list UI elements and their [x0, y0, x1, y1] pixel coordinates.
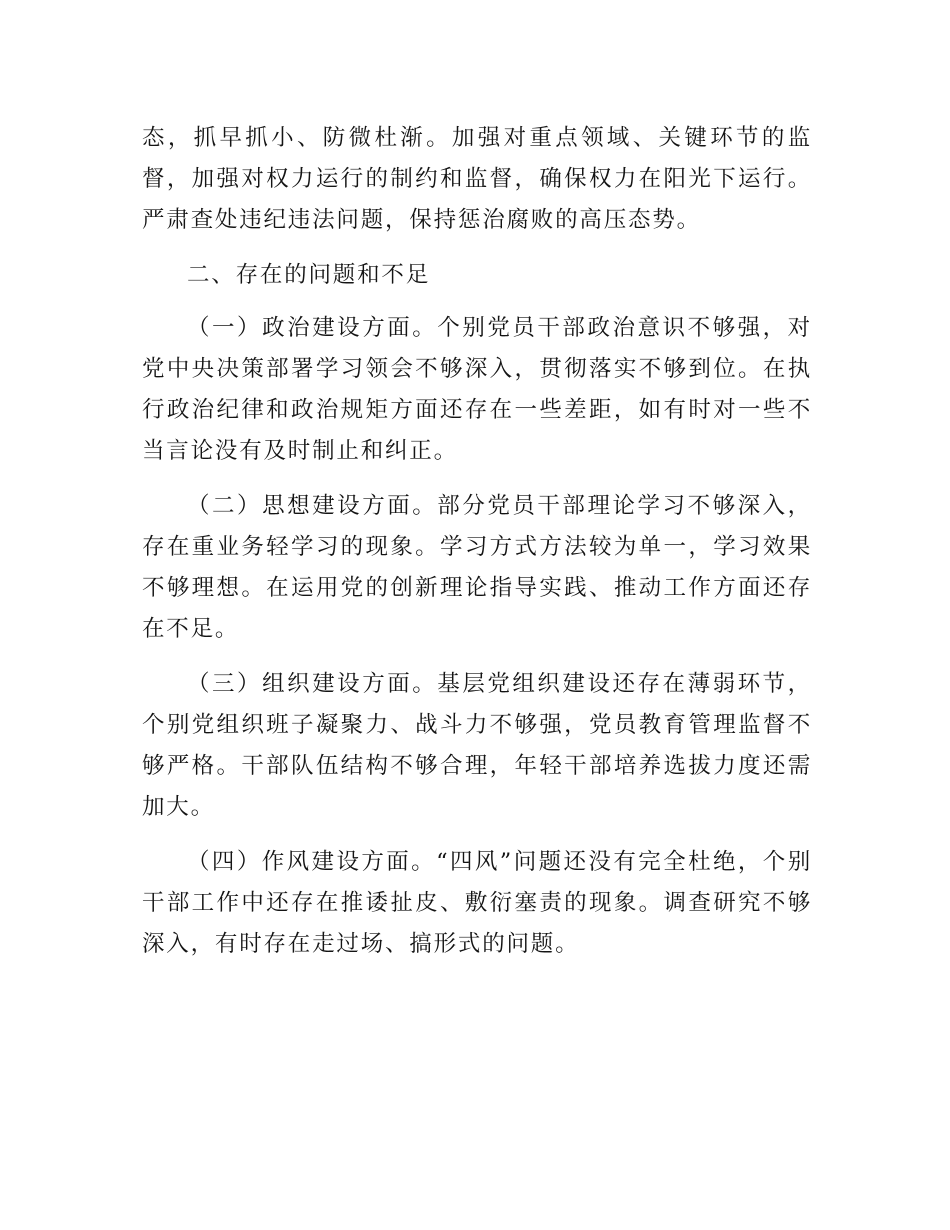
paragraph-continuation: 态，抓早抓小、防微杜渐。加强对重点领域、关键环节的监督，加强对权力运行的制约和监督，确保权力在阳光下运行。严肃查处违纪违法问题，保持惩治腐败的高压态势。 [142, 125, 812, 233]
paragraph-work-style-construction: （四）作风建设方面。“四风”问题还没有完全杜绝，个别干部工作中还存在推诿扯皮、敷衍塞责的现象。调查研究不够深入，有时存在走过场、搞形式的问题。 [142, 849, 812, 957]
document-body [142, 118, 812, 979]
paragraph-organizational-construction: （三）组织建设方面。基层党组织建设还存在薄弱环节，个别党组织班子凝聚力、战斗力不够强，党员教育管理监督不够严格。干部队伍结构不够合理，年轻干部培养选拔力度还需加大。 [142, 671, 812, 820]
paragraph-political-construction: （一）政治建设方面。个别党员干部政治意识不够强，对党中央决策部署学习领会不够深入，贯彻落实不够到位。在执行政治纪律和政治规矩方面还存在一些差距，如有时对一些不当言论没有及时制止和纠正。 [142, 315, 812, 464]
paragraph-ideological-construction: （二）思想建设方面。部分党员干部理论学习不够深入，存在重业务轻学习的现象。学习方式方法较为单一，学习效果不够理想。在运用党的创新理论指导实践、推动工作方面还存在不足。 [142, 493, 812, 642]
section-heading: 二、存在的问题和不足 [187, 262, 431, 288]
